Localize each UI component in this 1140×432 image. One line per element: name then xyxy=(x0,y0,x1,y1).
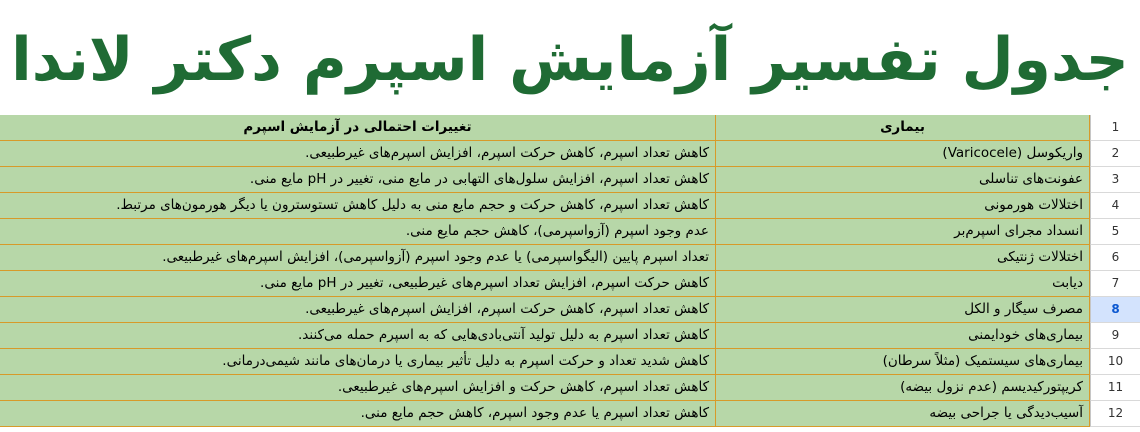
cell-disease[interactable]: واریکوسل (Varicocele) xyxy=(716,141,1090,167)
cell-changes[interactable]: کاهش شدید تعداد و حرکت اسپرم به دلیل تأثیر بیماری یا درمان‌های مانند شیمی‌درمانی. xyxy=(0,349,716,375)
table-row xyxy=(0,193,1140,219)
cell-changes[interactable]: کاهش تعداد اسپرم، کاهش حرکت و افزایش اسپرم‌های غیرطبیعی. xyxy=(0,375,716,401)
row-number[interactable]: 11 xyxy=(1090,375,1140,401)
cell-disease[interactable]: اختلالات هورمونی xyxy=(716,193,1090,219)
cell-changes[interactable]: کاهش تعداد اسپرم، کاهش حرکت و حجم مایع منی به دلیل کاهش تستوسترون یا دیگر هورمون‌های مرتبط. xyxy=(0,193,716,219)
row-number[interactable]: 4 xyxy=(1090,193,1140,219)
table-row xyxy=(0,167,1140,193)
column-header-changes[interactable]: تغییرات احتمالی در آزمایش اسپرم xyxy=(0,115,716,141)
row-number[interactable]: 5 xyxy=(1090,219,1140,245)
table-row xyxy=(0,141,1140,167)
cell-disease[interactable]: اختلالات ژنتیکی xyxy=(716,245,1090,271)
header-row xyxy=(0,115,1140,141)
row-number[interactable]: 6 xyxy=(1090,245,1140,271)
page-title: جدول تفسیر آزمایش اسپرم دکتر لاندا xyxy=(11,25,1129,95)
cell-disease[interactable]: بیماری‌های خودایمنی xyxy=(716,323,1090,349)
cell-changes[interactable]: کاهش تعداد اسپرم به دلیل تولید آنتی‌بادی‌هایی که به اسپرم حمله می‌کنند. xyxy=(0,323,716,349)
column-header-disease[interactable]: بیماری xyxy=(716,115,1090,141)
row-number[interactable]: 2 xyxy=(1090,141,1140,167)
cell-disease[interactable]: بیماری‌های سیستمیک (مثلاً سرطان) xyxy=(716,349,1090,375)
cell-disease[interactable]: دیابت xyxy=(716,271,1090,297)
table-row xyxy=(0,401,1140,427)
row-number[interactable]: 9 xyxy=(1090,323,1140,349)
cell-changes[interactable]: کاهش تعداد اسپرم، افزایش سلول‌های التهابی در مایع منی، تغییر در pH مایع منی. xyxy=(0,167,716,193)
row-number[interactable]: 7 xyxy=(1090,271,1140,297)
cell-changes[interactable]: عدم وجود اسپرم (آزواسپرمی)، کاهش حجم مایع منی. xyxy=(0,219,716,245)
row-number[interactable]: 8 xyxy=(1090,297,1140,323)
cell-changes[interactable]: تعداد اسپرم پایین (الیگواسپرمی) یا عدم وجود اسپرم (آزواسپرمی)، افزایش اسپرم‌های غیرطبیعی. xyxy=(0,245,716,271)
table-row xyxy=(0,271,1140,297)
cell-disease[interactable]: انسداد مجرای اسپرم‌بر xyxy=(716,219,1090,245)
row-number[interactable]: 12 xyxy=(1090,401,1140,427)
row-number[interactable]: 3 xyxy=(1090,167,1140,193)
table-row xyxy=(0,349,1140,375)
table-row xyxy=(0,245,1140,271)
cell-disease[interactable]: آسیب‌دیدگی یا جراحی بیضه xyxy=(716,401,1090,427)
cell-changes[interactable]: کاهش تعداد اسپرم، کاهش حرکت اسپرم، افزایش اسپرم‌های غیرطبیعی. xyxy=(0,141,716,167)
cell-disease[interactable]: کریپتورکیدیسم (عدم نزول بیضه) xyxy=(716,375,1090,401)
table-row xyxy=(0,323,1140,349)
cell-changes[interactable]: کاهش حرکت اسپرم، افزایش تعداد اسپرم‌های غیرطبیعی، تغییر در pH مایع منی. xyxy=(0,271,716,297)
cell-disease[interactable]: مصرف سیگار و الکل xyxy=(716,297,1090,323)
row-number[interactable]: 10 xyxy=(1090,349,1140,375)
cell-changes[interactable]: کاهش تعداد اسپرم یا عدم وجود اسپرم، کاهش حجم مایع منی. xyxy=(0,401,716,427)
table-row xyxy=(0,375,1140,401)
cell-changes[interactable]: کاهش تعداد اسپرم، کاهش حرکت اسپرم، افزایش اسپرم‌های غیرطبیعی. xyxy=(0,297,716,323)
row-number[interactable]: 1 xyxy=(1090,115,1140,141)
table-row xyxy=(0,219,1140,245)
cell-disease[interactable]: عفونت‌های تناسلی xyxy=(716,167,1090,193)
spreadsheet-grid xyxy=(0,115,1140,432)
table-row xyxy=(0,297,1140,323)
